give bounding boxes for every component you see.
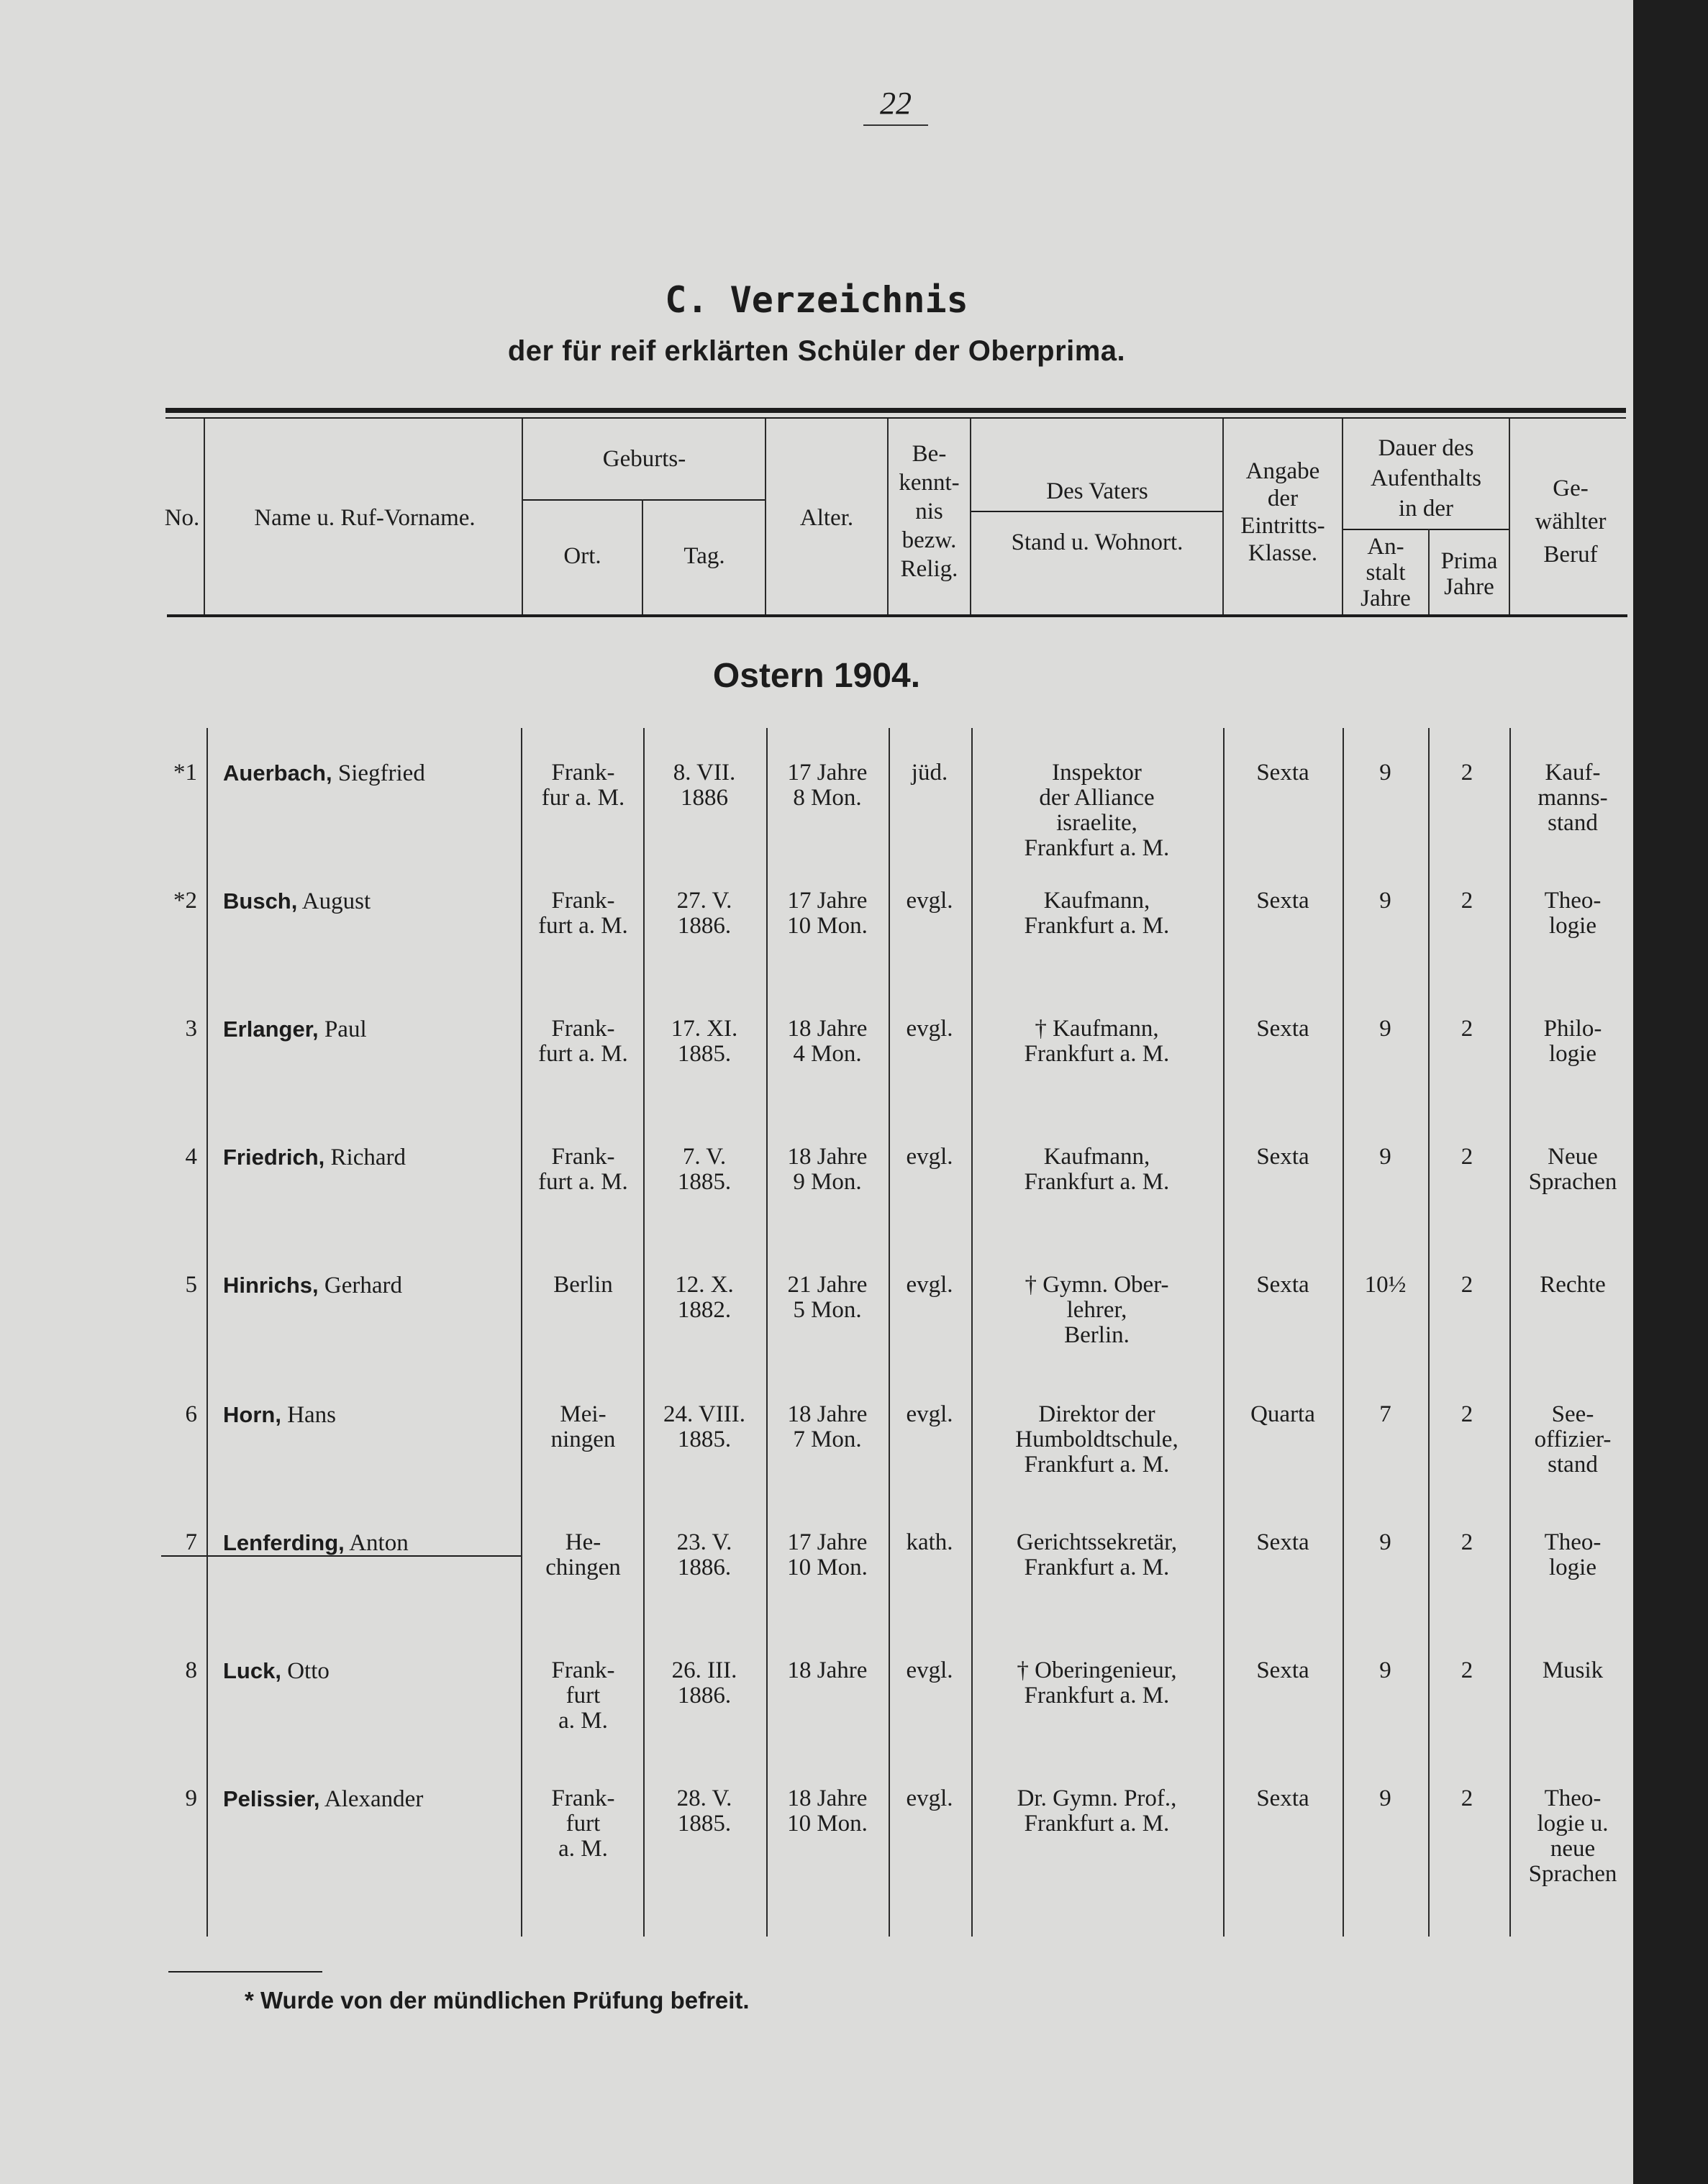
years-at-school: 10½ — [1364, 1272, 1407, 1298]
col-header-prima — [1430, 548, 1509, 600]
birth-place: Mei- ningen — [550, 1401, 616, 1452]
entry-class: Sexta — [1256, 1272, 1309, 1298]
chosen-profession: Kauf- manns- stand — [1537, 760, 1608, 836]
section-title: Ostern 1904. — [712, 657, 921, 695]
religion: evgl. — [906, 1401, 953, 1427]
col-header-bekenntnis-line: Relig. — [900, 556, 958, 582]
col-header-beruf-line: Ge- — [1553, 476, 1589, 501]
student-number: 3 — [185, 1016, 197, 1042]
father-occupation: Direktor der Humboldtschule, Frankfurt a. M. — [1015, 1401, 1178, 1478]
student-surname: Horn, — [223, 1402, 281, 1427]
years-at-school: 9 — [1379, 1529, 1391, 1555]
years-in-prima: 2 — [1461, 1785, 1473, 1811]
col-header-angabe-line: Angabe — [1245, 458, 1320, 484]
col-header-dauer-line: Aufenthalts — [1371, 465, 1481, 491]
years-at-school: 9 — [1379, 888, 1391, 914]
age: 17 Jahre 8 Mon. — [787, 760, 868, 811]
chosen-profession: Musik — [1542, 1657, 1604, 1683]
religion: evgl. — [906, 1657, 953, 1683]
birth-place: Frank- furt a. M. — [551, 1785, 615, 1862]
col-header-anstalt-line: stalt — [1366, 560, 1406, 586]
col-header-beruf — [1511, 472, 1630, 571]
student-surname: Hinrichs, — [223, 1273, 319, 1298]
chosen-profession: Rechte — [1540, 1272, 1606, 1298]
student-first-name: Gerhard — [324, 1273, 403, 1298]
chosen-profession: Theo- logie — [1544, 1529, 1602, 1580]
student-number: 6 — [185, 1401, 197, 1427]
birth-place: Frank- furt a. M. — [538, 888, 628, 939]
document-title: C. Verzeichnis — [665, 279, 968, 321]
father-occupation: † Kaufmann, Frankfurt a. M. — [1024, 1016, 1170, 1067]
father-occupation: Gerichtssekretär, Frankfurt a. M. — [1016, 1529, 1178, 1580]
entry-class: Sexta — [1256, 1144, 1309, 1170]
footnote-rule — [168, 1971, 322, 1973]
student-first-name: Siegfried — [337, 760, 425, 786]
father-occupation: † Gymn. Ober- lehrer, Berlin. — [1025, 1272, 1169, 1348]
dauer-sub-rule — [1343, 529, 1509, 530]
geburts-sub-rule — [523, 499, 766, 501]
entry-class: Sexta — [1256, 760, 1309, 786]
col-header-prima-line: Jahre — [1444, 574, 1494, 600]
col-header-bekenntnis-line: nis — [915, 499, 943, 524]
years-at-school: 9 — [1379, 1144, 1391, 1170]
years-at-school: 9 — [1379, 1785, 1391, 1811]
col-header-bekenntnis-line: Be- — [912, 441, 947, 467]
entry-class: Sexta — [1256, 1657, 1309, 1683]
age: 18 Jahre 7 Mon. — [787, 1401, 868, 1452]
age: 17 Jahre 10 Mon. — [787, 888, 868, 939]
age: 18 Jahre 9 Mon. — [787, 1144, 868, 1195]
years-in-prima: 2 — [1461, 1657, 1473, 1683]
entry-class: Sexta — [1256, 888, 1309, 914]
father-occupation: † Oberingenieur, Frankfurt a. M. — [1017, 1657, 1177, 1708]
years-at-school: 9 — [1379, 1657, 1391, 1683]
student-number: 4 — [185, 1144, 197, 1170]
col-header-vater: Des Vaters — [1046, 478, 1148, 504]
student-first-name: Paul — [324, 1016, 367, 1042]
religion: evgl. — [906, 1272, 953, 1298]
col-header-alter: Alter. — [799, 505, 854, 531]
body-divider — [1509, 728, 1511, 1937]
student-first-name: Alexander — [324, 1786, 424, 1812]
table-top-rule-thin — [165, 417, 1626, 419]
birth-date: 26. III. 1886. — [671, 1657, 737, 1708]
student-surname: Pelissier, — [223, 1786, 320, 1811]
student-name — [223, 760, 518, 786]
chosen-profession: See- offizier- stand — [1534, 1401, 1612, 1478]
entry-class: Sexta — [1256, 1016, 1309, 1042]
age: 18 Jahre 4 Mon. — [787, 1016, 868, 1067]
student-number: 7 — [185, 1529, 197, 1555]
col-header-no: No. — [164, 505, 200, 531]
years-at-school: 7 — [1379, 1401, 1391, 1427]
birth-place: Frank- furt a. M. — [551, 1657, 615, 1734]
col-header-tag: Tag. — [683, 543, 725, 569]
birth-date: 12. X. 1882. — [675, 1272, 734, 1323]
col-header-beruf-line: wählter — [1535, 509, 1607, 534]
religion: jüd. — [911, 760, 948, 786]
birth-date: 24. VIII. 1885. — [663, 1401, 745, 1452]
header-divider — [970, 419, 971, 614]
student-surname: Erlanger, — [223, 1016, 319, 1042]
student-first-name: Hans — [287, 1402, 337, 1428]
student-name — [223, 1273, 518, 1298]
age: 21 Jahre 5 Mon. — [787, 1272, 868, 1323]
student-first-name: Otto — [287, 1658, 330, 1684]
birth-place: Frank- furt a. M. — [538, 1144, 628, 1195]
years-in-prima: 2 — [1461, 760, 1473, 786]
religion: kath. — [906, 1529, 953, 1555]
birth-date: 28. V. 1885. — [676, 1785, 732, 1837]
years-in-prima: 2 — [1461, 1272, 1473, 1298]
footnote: * Wurde von der mündlichen Prüfung befreit. — [245, 1987, 750, 2014]
student-number: *1 — [173, 760, 197, 786]
student-number: 8 — [185, 1657, 197, 1683]
father-occupation: Dr. Gymn. Prof., Frankfurt a. M. — [1017, 1785, 1177, 1837]
student-name — [223, 1786, 518, 1812]
entry-class: Sexta — [1256, 1529, 1309, 1555]
birth-date: 27. V. 1886. — [676, 888, 732, 939]
col-header-bekenntnis-line: kennt- — [899, 470, 960, 496]
student-number: 9 — [185, 1785, 197, 1811]
age: 18 Jahre — [787, 1657, 868, 1683]
religion: evgl. — [906, 1016, 953, 1042]
student-first-name: Richard — [330, 1145, 406, 1170]
col-header-anstalt-line: An- — [1367, 534, 1404, 560]
col-header-dauer-line: in der — [1398, 496, 1454, 522]
birth-place: Frank- furt a. M. — [538, 1016, 628, 1067]
student-surname: Auerbach, — [223, 760, 332, 786]
col-header-prima-line: Prima — [1440, 548, 1498, 574]
birth-date: 17. XI. 1885. — [671, 1016, 738, 1067]
col-header-angabe-line: der — [1267, 486, 1299, 511]
col-header-anstalt-line: Jahre — [1361, 586, 1411, 611]
page-number: 22 — [863, 85, 928, 126]
birth-place: He- chingen — [545, 1529, 621, 1580]
years-in-prima: 2 — [1461, 1529, 1473, 1555]
chosen-profession: Theo- logie — [1544, 888, 1602, 939]
student-first-name: Anton — [349, 1530, 409, 1556]
vater-sub-rule — [971, 511, 1223, 512]
birth-place: Berlin — [553, 1272, 613, 1298]
student-surname: Friedrich, — [223, 1145, 325, 1170]
chosen-profession: Theo- logie u. neue Sprachen — [1528, 1785, 1617, 1887]
col-header-anstalt — [1343, 534, 1428, 611]
age: 18 Jahre 10 Mon. — [787, 1785, 868, 1837]
birth-date: 7. V. 1885. — [677, 1144, 732, 1195]
years-at-school: 9 — [1379, 760, 1391, 786]
age: 17 Jahre 10 Mon. — [787, 1529, 868, 1580]
student-first-name: August — [301, 888, 371, 914]
years-in-prima: 2 — [1461, 888, 1473, 914]
col-header-name: Name u. Ruf-Vorname. — [254, 505, 476, 531]
years-in-prima: 2 — [1461, 1401, 1473, 1427]
header-bottom-rule — [167, 614, 1627, 617]
student-name — [223, 1016, 518, 1042]
student-surname: Busch, — [223, 888, 298, 914]
religion: evgl. — [906, 1785, 953, 1811]
religion: evgl. — [906, 888, 953, 914]
student-name — [223, 1530, 518, 1556]
years-in-prima: 2 — [1461, 1144, 1473, 1170]
student-number: *2 — [173, 888, 197, 914]
student-name — [223, 1658, 518, 1684]
header-divider — [1509, 419, 1510, 614]
col-header-angabe — [1224, 458, 1342, 567]
student-name — [223, 1145, 518, 1170]
body-divider — [206, 728, 208, 1937]
page-edge-shadow — [1633, 0, 1708, 2184]
col-header-angabe-line: Klasse. — [1248, 540, 1318, 566]
col-header-angabe-line: Eintritts- — [1240, 513, 1325, 539]
student-surname: Luck, — [223, 1658, 281, 1683]
years-at-school: 9 — [1379, 1016, 1391, 1042]
col-header-stand: Stand u. Wohnort. — [1011, 529, 1184, 555]
col-header-dauer-line: Dauer des — [1378, 435, 1474, 461]
student-number: 5 — [185, 1272, 197, 1298]
col-header-dauer — [1343, 433, 1509, 524]
col-header-bekenntnis — [889, 440, 970, 583]
student-surname: Lenferding, — [223, 1530, 345, 1555]
col-header-geburts: Geburts- — [602, 446, 686, 472]
chosen-profession: Philo- logie — [1543, 1016, 1602, 1067]
student-name — [223, 1402, 518, 1428]
chosen-profession: Neue Sprachen — [1528, 1144, 1617, 1195]
col-header-ort: Ort. — [563, 543, 601, 569]
father-occupation: Kaufmann, Frankfurt a. M. — [1024, 888, 1170, 939]
body-divider — [521, 728, 522, 1937]
entry-class: Quarta — [1250, 1401, 1315, 1427]
document-subtitle: der für reif erklärten Schüler der Oberprima. — [507, 335, 1126, 367]
birth-date: 8. VII. 1886 — [673, 760, 736, 811]
father-occupation: Kaufmann, Frankfurt a. M. — [1024, 1144, 1170, 1195]
entry-class: Sexta — [1256, 1785, 1309, 1811]
birth-date: 23. V. 1886. — [676, 1529, 732, 1580]
student-name — [223, 888, 518, 914]
col-header-bekenntnis-line: bezw. — [901, 527, 957, 553]
col-header-beruf-line: Beruf — [1543, 542, 1598, 568]
father-occupation: Inspektor der Alliance israelite, Frankfurt a. M. — [1024, 760, 1170, 861]
table-top-rule — [165, 408, 1626, 413]
years-in-prima: 2 — [1461, 1016, 1473, 1042]
birth-place: Frank- fur a. M. — [541, 760, 625, 811]
religion: evgl. — [906, 1144, 953, 1170]
